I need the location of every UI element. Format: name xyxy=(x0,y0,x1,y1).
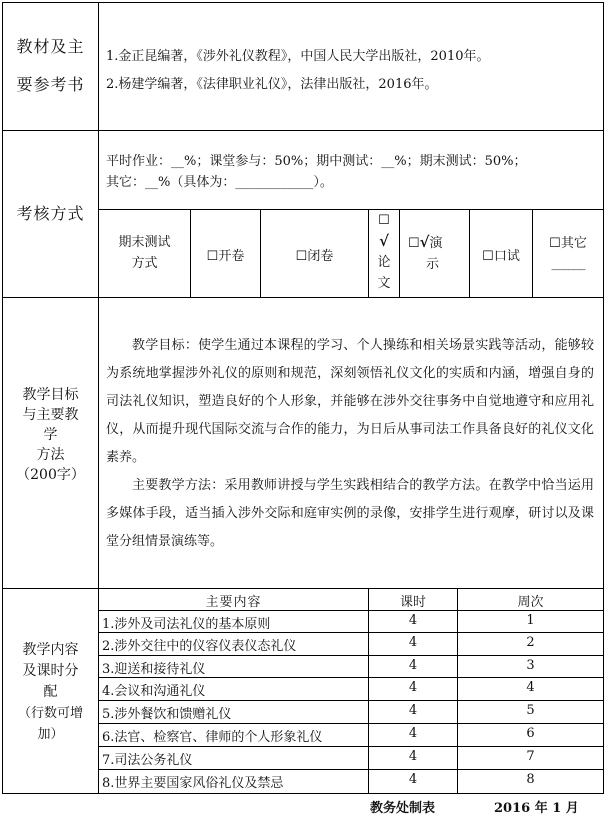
goals-label-line3: 学 xyxy=(43,427,58,443)
content-label-line1: 教学内容 xyxy=(22,642,79,658)
option-other[interactable] xyxy=(533,234,603,274)
option-presentation-checkbox[interactable]: ☐ xyxy=(408,236,420,251)
table-row-3-topic: 3.迎送和接待礼仪 xyxy=(102,662,206,677)
option-presentation-tick-icon: √ xyxy=(419,233,430,251)
option-open-book[interactable]: ☐开卷 xyxy=(206,249,245,264)
goals-label-line2: 与主要教 xyxy=(22,407,79,423)
materials-book2: 2.杨建学编著，《法律职业礼仪》，法律出版社，2016年。 xyxy=(106,77,438,92)
option-other-label[interactable]: ☐其它 xyxy=(549,236,587,251)
goals-paragraph-objectives: 教学目标：使学生通过本课程的学习、个人操练和相关场景实践等活动，能够较为系统地掌握涉外礼仪的原则和规范，深刻领悟礼仪文化的实质和内涵，增强自身的司法礼仪知识，塑造良好的个人形象，并能够在涉外交往事务中自觉地遵守和应用礼仪，从而提升现代国际交流与合作的能力，为日后从事司法工作具备良好的礼仪文化素养。 xyxy=(106,338,594,465)
table-row-1-hours: 4 xyxy=(408,613,418,628)
option-paper-tick-icon: √ xyxy=(379,232,389,250)
table-row-2-hours: 4 xyxy=(408,635,418,650)
option-paper-checkbox[interactable]: ☐ xyxy=(378,213,390,228)
option-closed-book[interactable]: ☐闭卷 xyxy=(295,249,334,264)
content-header-topic: 主要内容 xyxy=(205,595,262,610)
option-paper[interactable] xyxy=(369,210,399,294)
table-row-4-topic: 4.会议和沟通礼仪 xyxy=(102,684,206,699)
content-label-line4: （行数可增 xyxy=(17,706,83,721)
goals-label-line4: 方法 xyxy=(36,447,65,463)
table-row-6-hours: 4 xyxy=(408,726,418,741)
materials-label xyxy=(3,28,98,104)
footer-date: 2016 年 1 月 xyxy=(494,801,579,816)
option-presentation-label-2: 示 xyxy=(426,257,440,272)
assessment-label: 考核方式 xyxy=(16,204,85,223)
goals-label xyxy=(3,385,98,485)
content-header-hours: 课时 xyxy=(399,595,426,610)
table-row-3-hours: 4 xyxy=(408,658,418,673)
content-label-line5: 加） xyxy=(37,727,64,742)
assessment-weights-line2: 其它：__%（具体为：____________）。 xyxy=(106,175,333,190)
option-presentation[interactable] xyxy=(408,232,469,275)
table-row-5-hours: 4 xyxy=(408,703,418,718)
goals-label-line1: 教学目标 xyxy=(22,387,79,403)
table-row-7-week: 7 xyxy=(526,749,535,764)
table-row-7-topic: 7.司法公务礼仪 xyxy=(102,753,193,768)
table-row-1-topic: 1.涉外及司法礼仪的基本原则 xyxy=(102,617,271,632)
table-row-2-topic: 2.涉外交往中的仪容仪表仪态礼仪 xyxy=(102,639,297,654)
option-oral[interactable]: ☐口试 xyxy=(482,249,520,264)
content-label xyxy=(3,640,98,745)
table-row-8-topic: 8.世界主要国家风俗礼仪及禁忌 xyxy=(102,776,284,791)
assessment-weights-line1: 平时作业：__%；课堂参与：50%；期中测试：__%；期末测试：50%； xyxy=(106,154,527,169)
table-row-8-week: 8 xyxy=(526,772,535,787)
table-row-3-week: 3 xyxy=(526,658,535,673)
materials-book1: 1.金正昆编著，《涉外礼仪教程》，中国人民大学出版社，2010年。 xyxy=(106,49,490,64)
table-row-4-hours: 4 xyxy=(408,680,418,695)
goals-label-line5: （200字） xyxy=(16,467,85,483)
table-row-4-week: 4 xyxy=(526,680,535,695)
final-exam-label xyxy=(99,232,190,274)
table-row-6-topic: 6.法官、检察官、律师的个人形象礼仪 xyxy=(102,730,323,745)
table-row-2-week: 2 xyxy=(526,635,535,650)
goals-paragraph-methods: 主要教学方法：采用教师讲授与学生实践相结合的教学方法。在教学中恰当运用多媒体手段，适当插入涉外交际和庭审实例的录像，安排学生进行观摩，研讨以及课堂分组情景演练等。 xyxy=(106,478,594,549)
table-row-1-week: 1 xyxy=(526,613,535,628)
option-paper-label-1: 论 xyxy=(377,255,391,270)
table-row-5-week: 5 xyxy=(526,703,535,718)
final-exam-label-line2: 方式 xyxy=(131,256,158,271)
table-row-6-week: 6 xyxy=(526,726,535,741)
content-header-week: 周次 xyxy=(517,595,544,610)
materials-label-line2: 要参考书 xyxy=(16,75,85,94)
final-exam-label-line1: 期末测试 xyxy=(118,235,171,250)
option-presentation-label-1: 演 xyxy=(429,236,443,251)
option-other-blank: ______ xyxy=(551,256,585,271)
content-label-line2: 及课时分 xyxy=(22,663,79,679)
table-row-8-hours: 4 xyxy=(408,772,418,787)
table-row-5-topic: 5.涉外餐饮和馈赠礼仪 xyxy=(102,707,232,722)
footer-maker: 教务处制表 xyxy=(370,801,436,816)
option-paper-label-2: 文 xyxy=(377,276,391,291)
materials-label-line1: 教材及主 xyxy=(16,37,85,56)
content-label-line3: 配 xyxy=(43,684,58,700)
table-row-7-hours: 4 xyxy=(408,749,418,764)
